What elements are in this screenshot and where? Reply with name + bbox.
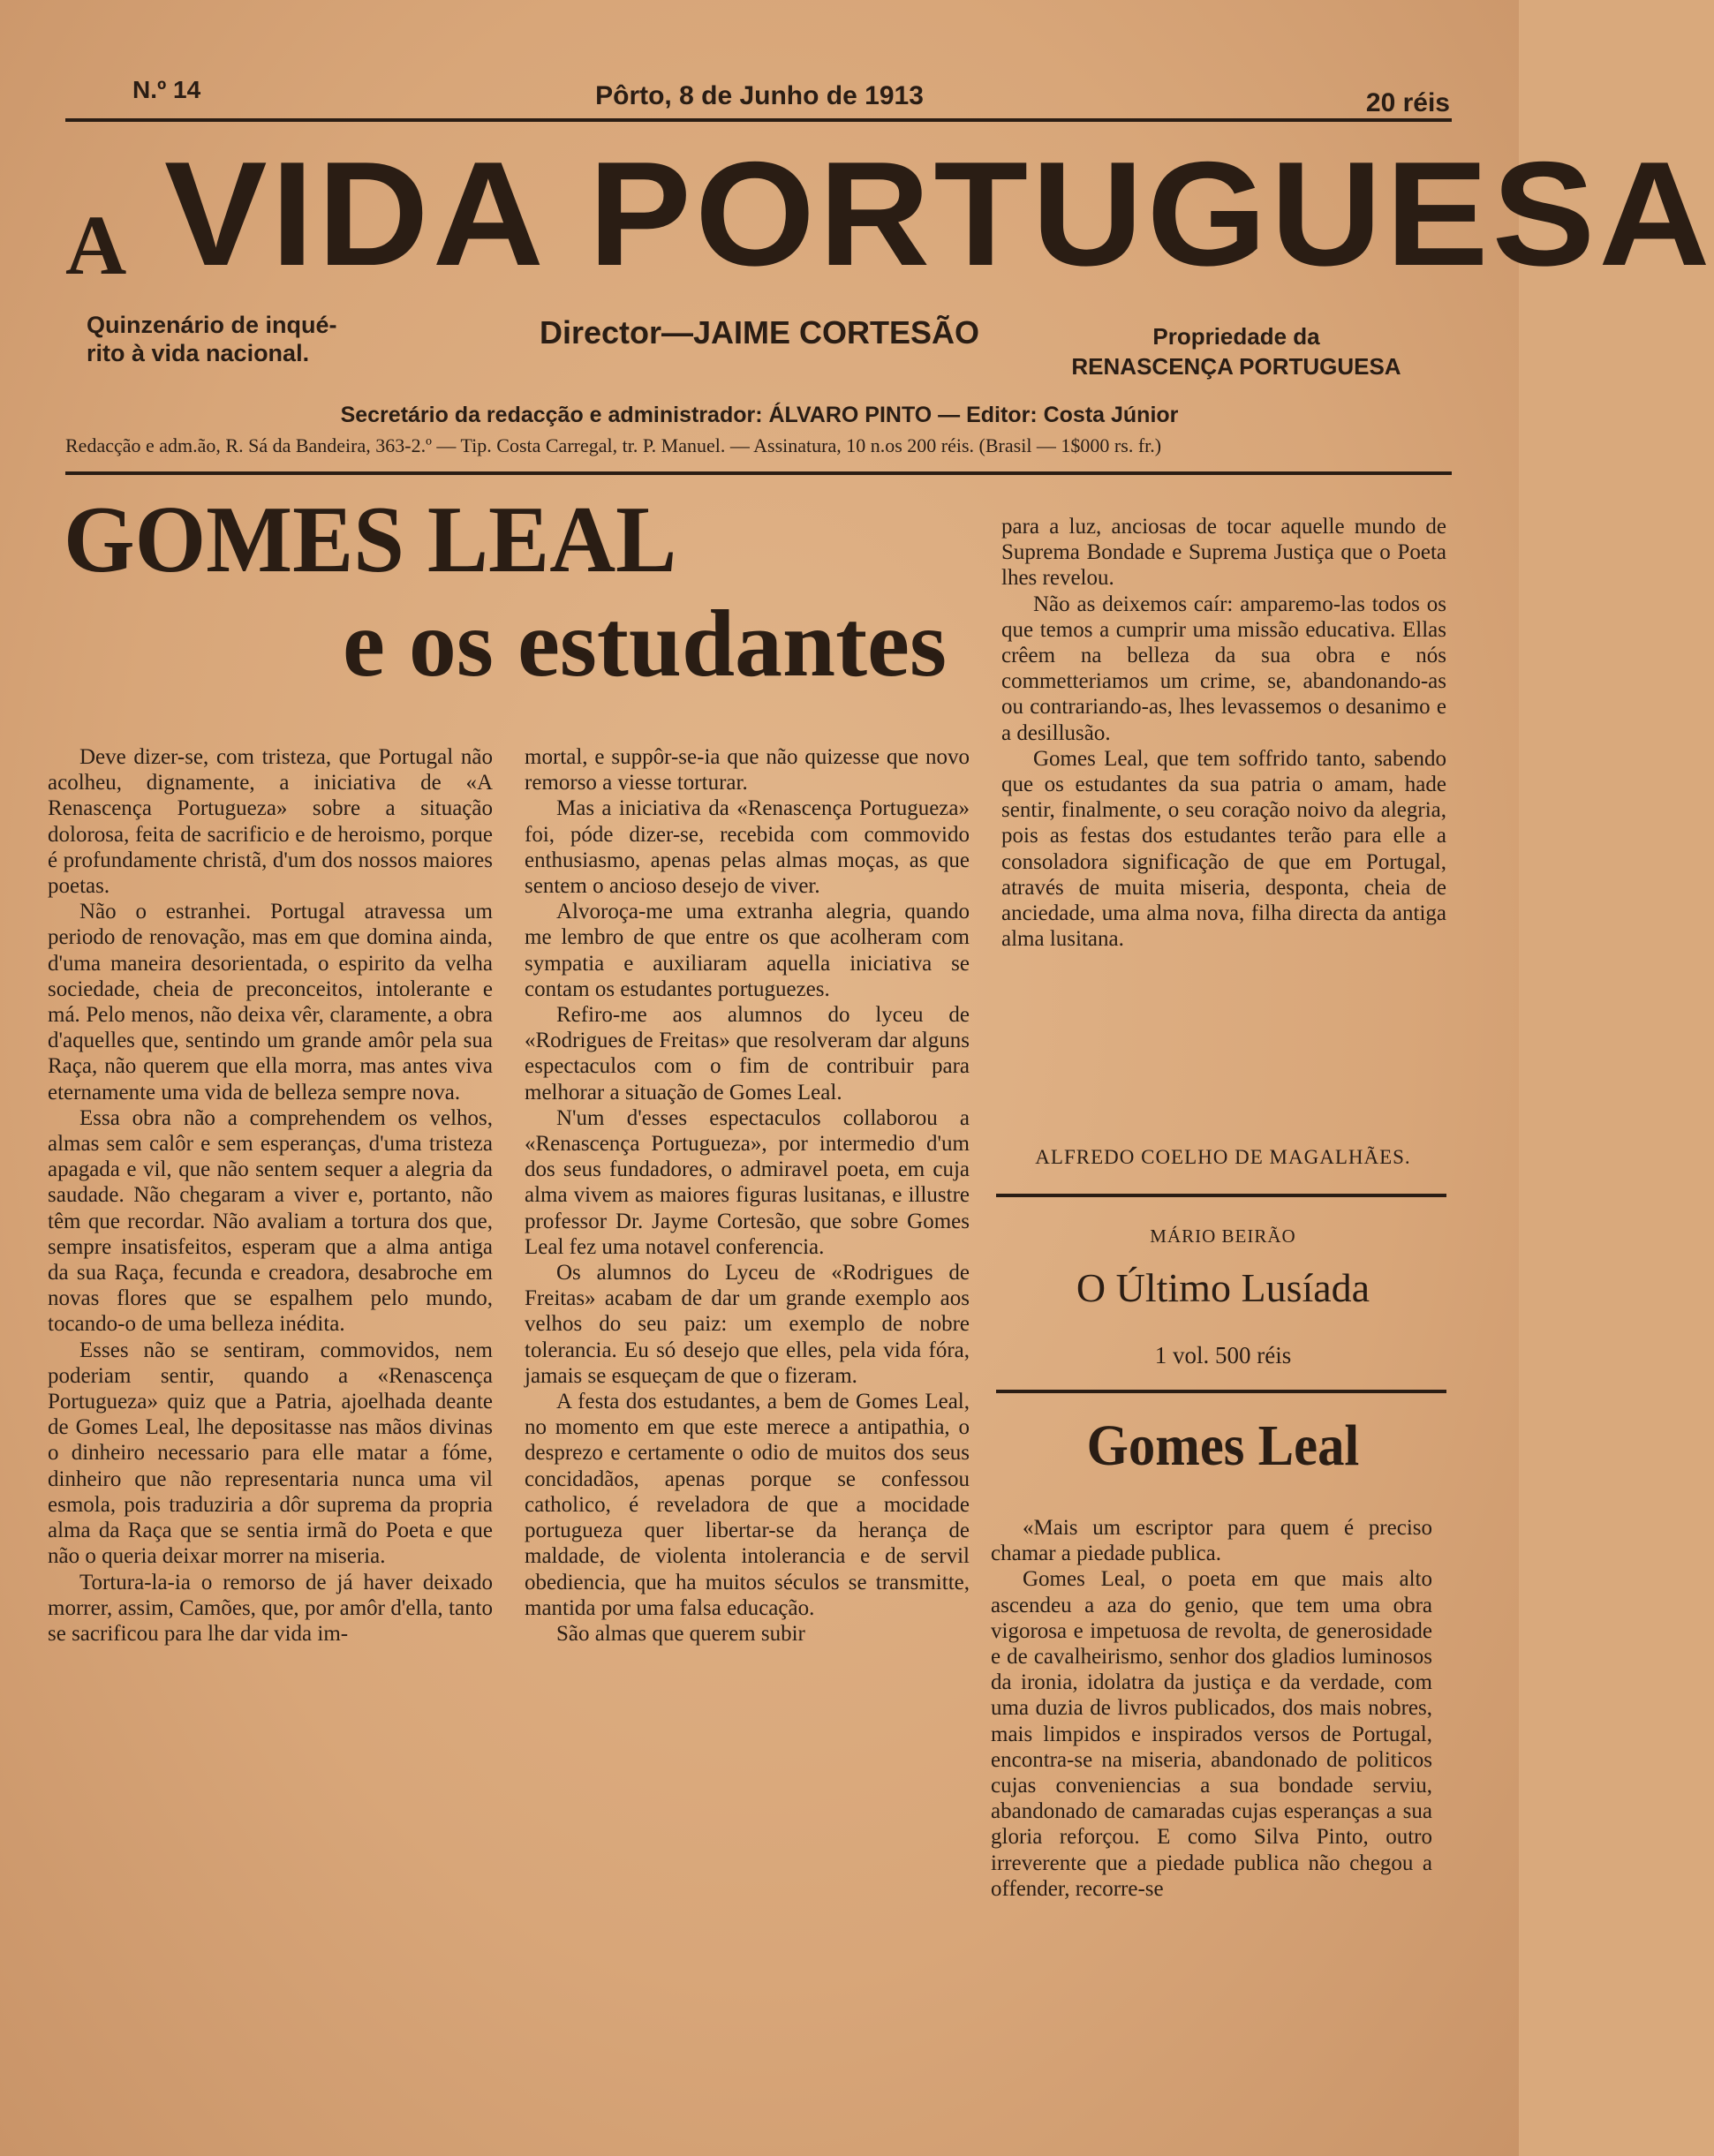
advert-price: 1 vol. 500 réis: [1154, 1342, 1292, 1368]
subtitle-line: rito à vida nacional.: [87, 340, 310, 366]
owner-line: Propriedade da: [1152, 323, 1320, 350]
issue-number: N.º 14: [132, 76, 201, 103]
second-article-title: Gomes Leal: [1086, 1413, 1360, 1478]
paragraph: Refiro-me aos alumnos do lyceu de «Rodrigues de Freitas» que resolveram dar alguns espectaculos com o fim de contribuir para melhorar a situação de Gomes Leal.: [525, 1003, 970, 1104]
article-signature: ALFREDO COELHO DE MAGALHÃES.: [1035, 1146, 1411, 1168]
owner-line: RENASCENÇA PORTUGUESA: [1071, 353, 1401, 380]
issue-price: 20 réis: [1365, 88, 1450, 117]
paragraph: N'um d'esses espectaculos collaborou a «Renascença Portugueza», por intermedio d'um dos seus fundadores, o admiravel poeta, em cuja alma vivem as maiores figuras lusitanas, e illustre professor Dr. Jayme Cortesão, que sobre Gomes Leal fez uma notavel conferencia.: [525, 1105, 970, 1259]
paragraph: Gomes Leal, o poeta em que mais alto ascendeu a aza do genio, que tem uma obra vigorosa e impetuosa de revolta, de generosidade e de cavalheirismo, senhor dos gladios luminosos da ironia, idolatra da justiça e da verdade, com uma duzia de livros publicados, dos mais nobres, mais limpidos e inspirados versos de Portugal, encontra-se na miseria, abandonado de politicos cujas conveniencias a sua bondade serviu, abandonado de camaradas cujas esperanças a sua gloria reforçou. E como Silva Pinto, outro irreverente que a piedade publica não chegou a offender, recorre-se: [991, 1567, 1432, 1901]
paragraph: Esses não se sentiram, commovidos, nem poderiam sentir, quando a «Renascença Portugueza» quiz que a Patria, ajoelhada deante de Gomes Leal, lhe depositasse nas mãos divinas o dinheiro necessario para elle matar a fóme, dinheiro que não representaria nunca uma vil esmola, pois traduziria a dôr suprema da propria alma da Raça que se sentia irmã do Poeta e que não o queria deixar morrer na miseria.: [48, 1338, 493, 1569]
masthead-title: VIDA PORTUGUESA: [164, 131, 1714, 297]
owner-credit: [1060, 321, 1413, 381]
article-column-1: [48, 744, 493, 1647]
second-article-body: [991, 1515, 1432, 1902]
advert-author: MÁRIO BEIRÃO: [1150, 1225, 1296, 1247]
paragraph: Deve dizer-se, com tristeza, que Portugal não acolheu, dignamente, a iniciativa de «A Renascença Portugueza» sobre a situação dolorosa, feita de sacrificio e de heroismo, porque é profundamente christã, d'um dos nossos maiores poetas.: [48, 745, 493, 899]
director-credit: Director—JAIME CORTESÃO: [539, 314, 980, 351]
masthead-bottom-rule: [65, 471, 1452, 475]
masthead-top-rule: [65, 118, 1452, 122]
masthead-title-article: A: [65, 198, 127, 292]
headline-line-1: GOMES LEAL: [64, 487, 677, 592]
paragraph: Mas a iniciativa da «Renascença Portugueza» foi, póde dizer-se, recebida com commovido enthusiasmo, apenas pelas almas moças, as que sentem o ancioso desejo de viver.: [525, 796, 970, 899]
paragraph: Tortura-la-ia o remorso de já haver deixado morrer, assim, Camões, que, por amôr d'ella, tanto se sacrificou para lhe dar vida im-: [48, 1570, 493, 1646]
paragraph: Os alumnos do Lyceu de «Rodrigues de Freitas» acabam de dar um grande exemplo aos velhos do seu paiz: um exemplo de nobre tolerancia. Eu só desejo que elles, pela vida fóra, jamais se esqueçam de que o fizeram.: [525, 1261, 970, 1388]
paragraph: São almas que querem subir: [556, 1621, 805, 1646]
paragraph: Gomes Leal, que tem soffrido tanto, sabendo que os estudantes da sua patria o amam, hade sentir, finalmente, o seu coração noivo da alegria, pois as festas dos estudantes terão para elle a consoladora significação de que em Portugal, através de muita miseria, desponta, cheia de anciedade, uma alma nova, filha directa da antiga alma lusitana.: [1001, 746, 1446, 952]
paragraph: A festa dos estudantes, a bem de Gomes Leal, no momento em que este merece a antipathia, o desprezo e certamente o odio de muitos dos seus concidadãos, apenas porque se confessou catholico, é reveladora de que a mocidade portugueza quer libertar-se da herança de maldade, de violenta intolerancia e de servil obediencia, que ha muitos séculos se transmitte, mantida por uma falsa educação.: [525, 1390, 970, 1620]
paragraph: Não o estranhei. Portugal atravessa um periodo de renovação, mas em que domina ainda, d'uma maneira desorientada, o espirito da velha sociedade, cheia de preconceitos, intolerante e má. Pelo menos, não deixa vêr, claramente, a obra d'aquelles que, sentindo um grande amôr pela sua Raça, não querem que ella morra, mas antes viva eternamente uma vida de belleza sempre nova.: [48, 900, 493, 1104]
paragraph: mortal, e suppôr-se-ia que não quizesse que novo remorso a viesse torturar.: [525, 745, 970, 795]
article-column-2: [525, 744, 970, 1647]
secretary-credit: Secretário da redacção e administrador: ÁLVARO PINTO — Editor: Costa Júnior: [340, 403, 1179, 427]
paragraph: Alvoroça-me uma extranha alegria, quando me lembro de que entre os que acolheram com sympatia e auxiliaram aquella iniciativa se contam os estudantes portuguezes.: [525, 900, 970, 1001]
advert-title: O Último Lusíada: [1076, 1265, 1370, 1310]
dateline: Pôrto, 8 de Junho de 1913: [595, 81, 924, 110]
paragraph: Não as deixemos caír: amparemo-las todos os que temos a cumprir uma missão educativa. Ellas crêem na belleza da sua obra e nós commetteriamos um crime, se, abandonando-as ou contrariando-as, lhes levassemos o desanimo e a desillusão.: [1001, 592, 1446, 745]
headline-line-2: e os estudantes: [343, 592, 948, 697]
article-column-3: [1001, 514, 1446, 952]
paragraph: «Mais um escriptor para quem é preciso chamar a piedade publica.: [991, 1516, 1432, 1566]
advert-top-rule: [996, 1194, 1446, 1197]
advert-bottom-rule: [996, 1390, 1446, 1393]
paragraph: para a luz, anciosas de tocar aquelle mundo de Suprema Bondade e Suprema Justiça que o Poeta lhes revelou.: [1001, 515, 1446, 591]
subtitle-line: Quinzenário de inqué-: [87, 312, 337, 338]
paragraph: Essa obra não a comprehendem os velhos, almas sem calôr e sem esperanças, d'uma tristeza apagada e vil, que não sentem sequer a alegria da saudade. Não chegaram a viver e, portanto, não têm que recordar. Não avaliam a tortura dos que, sempre insatisfeitos, esperam que a alma antiga da sua Raça, fecunda e creadora, desabroche em novas flores que se espalhem pelo mundo, tocando-o de uma belleza inédita.: [48, 1105, 493, 1337]
redaction-address: Redacção e adm.ão, R. Sá da Bandeira, 363-2.º — Tip. Costa Carregal, tr. P. Manuel. — Assinatura, 10 n.os 200 réis. (Brasil — 1$000 rs. fr.): [65, 434, 1162, 456]
